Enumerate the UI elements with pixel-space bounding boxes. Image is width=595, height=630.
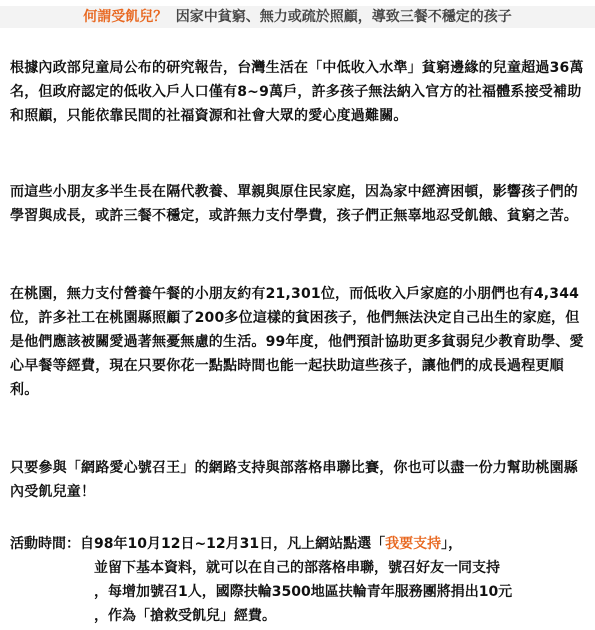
activity-line-1-end: 」， [441,536,463,552]
header-subtitle: 因家中貧窮、無力或疏於照顧，導致三餐不穩定的孩子 [175,9,512,25]
paragraph-family-background: 而這些小朋友多半生長在隔代教養、單親與原住民家庭，因為家中經濟困頓，影響孩子們的學習與成長，或許三餐不穩定，或許無力支付學費，孩子們正無辜地忍受飢餓、貧窮之苦。 [10,184,578,224]
header-question: 何謂受飢兒？ [83,9,168,25]
paragraph-taoyuan: 在桃園，無力支付營養午餐的小朋友約有21,301位，而低收入戶家庭的小朋們也有4,344位，許多社工在桃園縣照顧了200多位這樣的貧困孩子，他們無法決定自己出生的家庭，但是他們應該被關愛過著無憂無慮的生活。99年度，他們預計協助更多貧弱兒少教育助學、愛心早餐等經費，現在只要你花一點點時間也能一起扶助這些孩子，讓他們的成長過程更順利。 [10,286,584,398]
activity-dates: 自98年10月12日~12月31日，凡上網站點選「 [80,536,386,552]
activity-line-3: ，每增加號召1人，國際扶輪3500地區扶輪青年服務團將捐出10元 [94,584,513,600]
paragraph-statistics: 根據內政部兒童局公布的研究報告，台灣生活在「中低收入水準」貧窮邊緣的兒童超過36萬名，但政府認定的低收入戶人口僅有8~9萬戶，許多孩子無法納入官方的社福體系接受補助和照顧，只能依靠民間的社福資源和社會大眾的愛心度過難關。 [10,60,584,124]
activity-line-4: ，作為「搶救受飢兒」經費。 [94,608,276,624]
paragraph-call-to-action: 只要參與「網路愛心號召王」的網路支持與部落格串聯比賽，你也可以盡一份力幫助桃園縣內受飢兒童！ [10,460,578,500]
support-link[interactable]: 我要支持 [385,536,442,552]
activity-line-2: 並留下基本資料，就可以在自己的部落格串聯，號召好友一同支持 [94,560,500,576]
activity-details [94,556,592,628]
activity-label: 活動時間： [10,536,80,552]
page-header [0,6,595,28]
activity-line-1 [10,532,462,556]
